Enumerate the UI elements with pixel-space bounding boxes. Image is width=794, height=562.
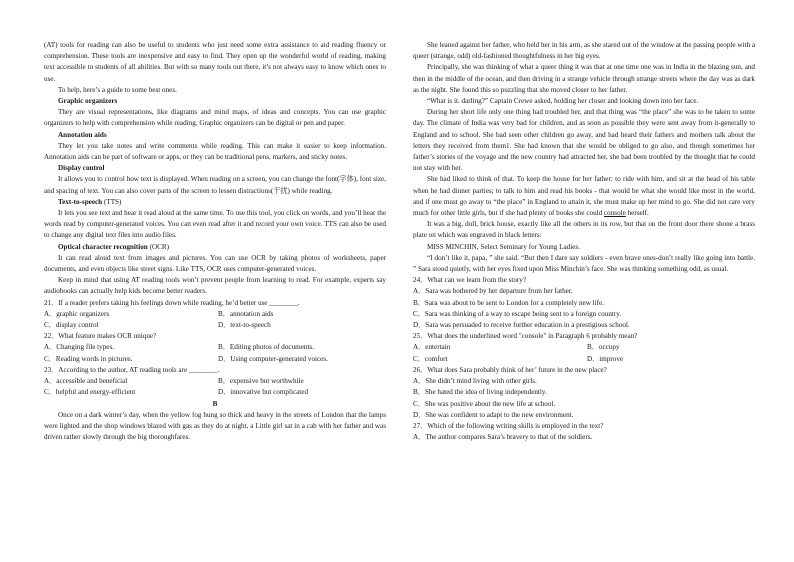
q22-options-row-1 [44,342,386,353]
ocr-abbr: (OCR) [147,242,170,251]
tts-heading [44,197,386,208]
p6-text-start: She had liked to think of that. To keep the house for her father; to ride with him, and sit at the head of his table when he had dinner parties; to talk to him and read his books - that would be what she would like most in the world, and if one must go away to “the place” in England to attain it, she must make up her mind to go. She did not care very much for other little girls, but if she had plenty of books she could [413,175,755,218]
annotation-aids-text: They let you take notes and write comments while reading. This can make it easier to keep information. Annotation aids can be part of software or apps, or they can be traditional pens, markers, and sticky notes. [44,141,386,162]
story-paragraph-8: “I don’t like it, papa, ” she said. “But then I dare say soldiers - even brave ones-don’t really like going into battle. ” Sara stood quietly, with her eyes fixed upon Miss Minchin’s face. She was thinking something odd, as usual. [413,253,755,274]
q24-option-d: D．Sara was persuaded to receive further education in a prestigious school. [413,321,630,330]
q25-option-b: B．occupy [587,343,620,352]
q26-option-c: C．She was positive about the new life at school. [413,399,556,408]
story-paragraph-5: During her short life only one thing had troubled her, and that thing was “the place” she was to be taken to some day. The climate of India was very bad for children, and as soon as possible they were sent away from it-generally to England and to school. She bad seen other children go away, and had heard their fathers and mothers talk about the letters they received from them1. She had known that she would be obliged to go also, and though sometimes her father’s stories of the voyage and the new country had attracted her, she had been troubled by the thought that he could not stay with her. [413,108,755,173]
question-22: 22．What feature makes OCR unique? [44,332,157,341]
q22-option-c: C．Reading words in pictures. [44,354,133,363]
q23-option-d: D．innovative but complicated [218,388,309,397]
ocr-heading [44,242,386,253]
graphic-organizers-text: They are visual representations, like diagrams and mind maps, of ideas and concepts. You can use graphic organizers to help with comprehension while reading. Graphic organizers can be digital or pen and paper. [44,108,386,128]
q22-options-row-2 [44,354,386,365]
question-23: 23．According to the author, AT reading tools are ________. [44,365,220,374]
brass-plate-text: MISS MINCHIN, Select Seminary for Young Ladies. [427,242,580,251]
left-column [44,40,386,443]
q22-option-a: A．Changing file types. [44,343,115,352]
tts-abbr: (TTS) [102,197,122,206]
q21-option-d: D．text-to-speech [218,321,271,330]
story-paragraph-4: “What is it. darling?” Captain Crewe asked, holding her closer and looking down into her face. [427,97,699,106]
annotation-aids-heading: Annotation aids [58,130,107,139]
story-paragraph-1: Once on a dark winter’s day, when the yellow fog hung so thick and heavy in the streets of London that the lamps were lighted and the shop windows blazed with gas as they do at night, a Little girl sat in a cab with her father and was driven rather slowly through the big thoroughfares. [44,410,386,442]
q22-option-b: B．Editing photos of documents. [218,343,314,352]
right-column [413,40,755,443]
q26-option-a: A．She didn’t mind living with other girls. [413,377,537,386]
ocr-text: It can read aloud text from images and pictures. You can use OCR by taking photos of worksheets, paper documents, and even objects like street signs. Like TTS, OCR uses computer-generated voices. [44,253,386,274]
q21-options-row-2 [44,320,386,331]
q25-option-c: C．comfort [413,354,448,363]
q21-option-b: B．annotation aids [218,309,274,318]
question-26: 26．What does Sara probably think of her’ future in the new place? [413,365,607,374]
story-paragraph-3: Principally, she was thinking of what a queer thing it was that at one time one was in India in the blazing sun, and then in the middle of the ocean, and then driving in a strange vehicle through strange streets where the day was as dark as the night. She found this so puzzling that she moved closer to her father. [413,63,755,94]
q25-option-a: A．entertain [413,343,451,352]
q23-option-c: C．helpful and energy-efficient [44,388,136,397]
tts-title: Text-to-speech [58,197,103,206]
q23-option-a: A．accessible and beneficial [44,377,128,386]
q24-option-a: A．Sara was bothered by her departure from her father. [413,287,573,296]
q25-option-d: D．improve [587,354,624,363]
q24-option-c: C．Sara was thinking of a way to escape being sent to a foreign country. [413,309,622,318]
guide-line: To help, here’s a guide to some best ones. [58,85,177,94]
q22-option-d: D．Using computer-generated voices. [218,354,328,363]
underlined-word-console: console [603,209,626,218]
story-paragraph-2: She leaned against her father, who held her in his arm, as she stared out of the window at the passing people with a queer (strange, odd) old-fashioned thoughtfulness in her big eyes. [413,41,755,61]
q21-option-a: A．graphic organizers [44,309,110,318]
keep-in-mind-paragraph: Keep in mind that using AT reading tools won’t prevent people from learning to read. For example, experts say audiobooks can actually help kids become better readers. [44,276,386,296]
q21-option-c: C．display control [44,321,99,330]
story-paragraph-7: It was a big, dull, brick house, exactly like all the others in its row, but that on the front door there shone a brass plate on which was engraved in black letters: [413,220,755,240]
display-control-text: It allows you to control how text is displayed. When reading on a screen, you can change the font(字体), font size, and spacing of text. You can also cover parts of the screen to lessen distractions(干扰) while reading. [44,175,386,195]
q23-options-row-2 [44,387,386,398]
question-21: 21．If a reader prefers taking his feelings down while reading, he’d better use ________. [44,298,300,307]
ocr-title: Optical character recognition [58,242,148,251]
p6-text-end: herself. [625,209,649,218]
question-25: 25．What does the underlined word "console" in Paragraph 6 probably mean? [413,332,638,341]
q25-options-row-2 [413,354,755,365]
q23-options-row-1 [44,376,386,387]
graphic-organizers-heading: Graphic organizers [58,97,118,106]
q26-option-b: B．She hated the idea of living independently. [413,388,547,397]
q27-option-a: A．The author compares Sara’s bravery to that of the soldiers. [413,433,593,442]
q21-options-row-1 [44,309,386,320]
intro-paragraph: (AT) tools for reading can also be useful to students who just need some extra assistance to aid reading fluency or comprehension. These tools are inexpensive and easy to find. They open up the wonderful world of reading, making text accessible to students of all abilities. But with so many tools out there, it’s not always easy to know which ones to use. [44,41,386,83]
question-24: 24．What can we learn from the story? [413,276,527,285]
q23-option-b: B．expensive but worthwhile [218,377,304,386]
section-b-heading: B [212,399,218,408]
display-control-heading: Display control [58,164,105,173]
story-paragraph-6 [413,174,755,219]
q26-option-d: D．She was confident to adapt to the new environment. [413,410,574,419]
question-27: 27．Which of the following writing skills is employed in the text? [413,421,604,430]
tts-text: It lets you see text and hear it read aloud at the same time. To use this tool, you click on words, and you’ll hear the words read by computer-generated voices. You can even read after it and record your own voice. TTS can also be used to change any digital text files into audio files. [44,209,386,240]
q25-options-row-1 [413,342,755,353]
q24-option-b: B．Sara was about to be sent to London for a completely new life. [413,298,604,307]
